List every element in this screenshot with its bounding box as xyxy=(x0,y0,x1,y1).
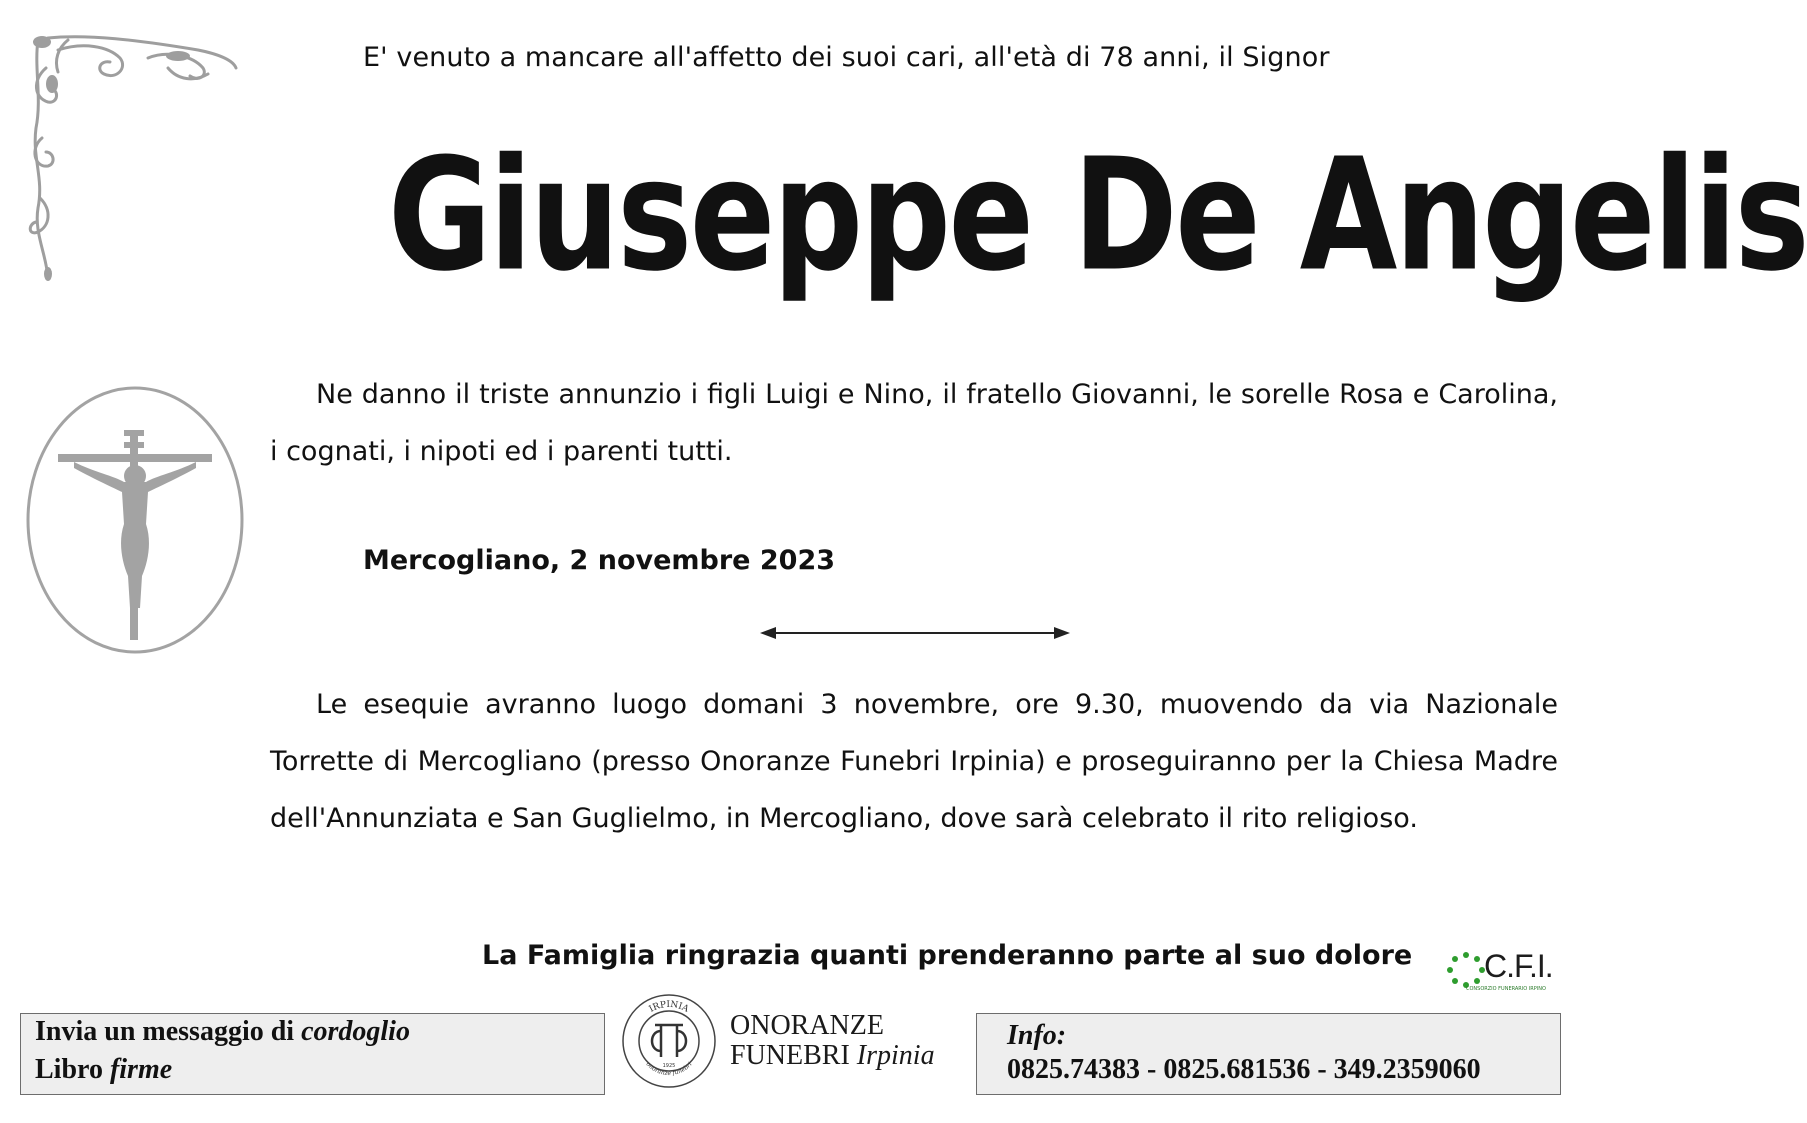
cfi-logo xyxy=(1446,948,1553,998)
cfi-dots-icon xyxy=(1446,952,1486,988)
info-box xyxy=(976,1013,1561,1095)
svg-text:1925: 1925 xyxy=(662,1063,676,1069)
condolence-link[interactable] xyxy=(35,1016,410,1048)
guestbook-prefix: Libro xyxy=(35,1054,110,1085)
condolence-box[interactable] xyxy=(20,1013,605,1095)
funeral-home-name-line1: ONORANZE xyxy=(730,1010,884,1041)
cfi-logo-text: C.F.I. xyxy=(1484,948,1553,984)
funeral-home-name-line2 xyxy=(730,1040,935,1072)
funeral-details-paragraph: Le esequie avranno luogo domani 3 novembre, ore 9.30, muovendo da via Nazionale Torrette di Mercogliano (presso Onoranze Funebri Irpinia) e proseguiranno per la Chiesa Madre dell'Annunziata e San Guglielmo, in Mercogliano, dove sarà celebrato il rito religioso. xyxy=(270,689,1558,834)
family-thanks: La Famiglia ringrazia quanti prenderanno parte al suo dolore xyxy=(482,940,1413,971)
intro-text: E' venuto a mancare all'affetto dei suoi cari, all'età di 78 anni, il Signor xyxy=(363,42,1330,73)
funeral-home-name-prefix: FUNEBRI xyxy=(730,1040,857,1071)
svg-text:IRPINIA: IRPINIA xyxy=(647,999,691,1015)
place-date: Mercogliano, 2 novembre 2023 xyxy=(363,545,836,576)
funeral-home-name-emphasis: Irpinia xyxy=(856,1040,935,1071)
condolence-prefix: Invia un messaggio di xyxy=(35,1016,302,1047)
guestbook-emphasis: firme xyxy=(109,1054,173,1085)
corner-flourish-icon xyxy=(28,28,240,283)
crucifix-icon xyxy=(24,384,246,656)
guestbook-link[interactable] xyxy=(35,1054,172,1086)
phone-numbers[interactable]: 0825.74383 - 0825.681536 - 349.2359060 xyxy=(1007,1054,1481,1085)
double-arrow-icon xyxy=(760,624,1070,642)
funeral-home-seal-icon xyxy=(621,993,717,1089)
deceased-name: Giuseppe De Angelis xyxy=(388,124,1807,306)
cfi-logo-subtext: CONSORZIO FUNERARIO IRPINO xyxy=(1466,986,1546,992)
info-label: Info: xyxy=(1007,1020,1067,1051)
svg-text:onoranze funebri: onoranze funebri xyxy=(644,1060,694,1078)
announcement-paragraph: Ne danno il triste annunzio i figli Luigi e Nino, il fratello Giovanni, le sorelle Rosa e Carolina, i cognati, i nipoti ed i parenti tutti. xyxy=(270,379,1558,467)
condolence-emphasis: cordoglio xyxy=(301,1016,410,1047)
